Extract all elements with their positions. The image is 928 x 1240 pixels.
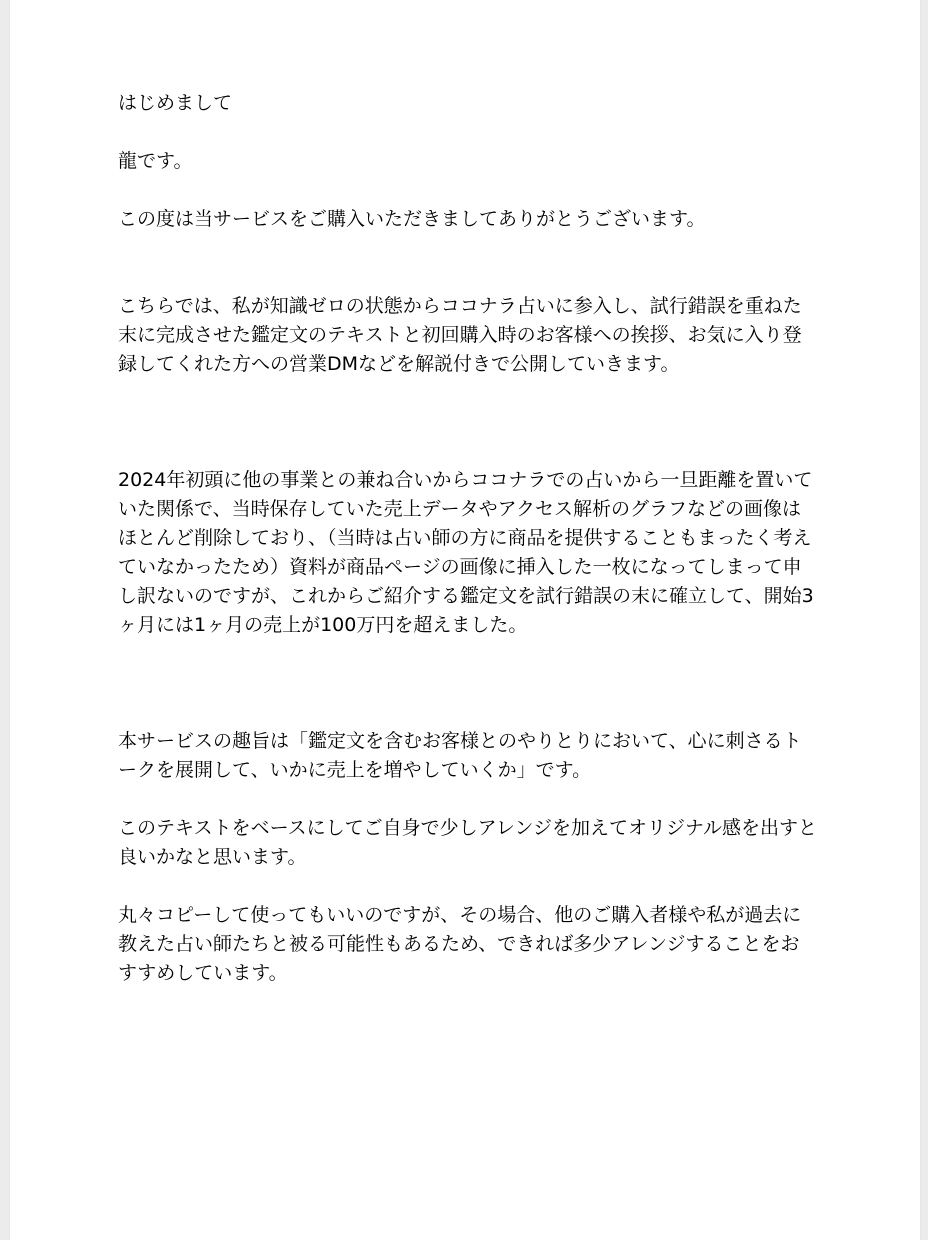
document-page xyxy=(10,0,920,1240)
spacer xyxy=(118,640,818,727)
spacer xyxy=(118,785,818,814)
spacer xyxy=(118,118,818,147)
spacer xyxy=(118,379,818,466)
background-paragraph: 2024年初頭に他の事業との兼ね合いからココナラでの占いから一旦距離を置いていた関係で、当時保存していた売上データやアクセス解析のグラフなどの画像はほとんど削除しており、（当時は占い師の方に商品を提供することもまったく考えていなかったため）資料が商品ページの画像に挿入した一枚になってしまって申し訳ないのですが、これからご紹介する鑑定文を試行錯誤の末に確立して、開始3ヶ月には1ヶ月の売上が100万円を超えました。 xyxy=(118,469,814,636)
content-overview-paragraph: こちらでは、私が知識ゼロの状態からココナラ占いに参入し、試行錯誤を重ねた末に完成させた鑑定文のテキストと初回購入時のお客様への挨拶、お気に入り登録してくれた方への営業DMなどを解説付きで公開していきます。 xyxy=(118,295,802,375)
spacer xyxy=(118,176,818,205)
thanks-paragraph: この度は当サービスをご購入いただきましてありがとうございます。 xyxy=(118,208,706,230)
spacer xyxy=(118,872,818,901)
service-purpose-paragraph: 本サービスの趣旨は「鑑定文を含むお客様とのやりとりにおいて、心に刺さるトークを展開して、いかに売上を増やしていくか」です。 xyxy=(118,730,802,781)
document-body xyxy=(118,89,818,988)
spacer xyxy=(118,234,818,292)
copy-caution-paragraph: 丸々コピーして使ってもいいのですが、その場合、他のご購入者様や私が過去に教えた占い師たちと被る可能性もあるため、できれば多少アレンジすることをおすすめしています。 xyxy=(118,904,802,984)
author-intro-paragraph: 龍です。 xyxy=(118,150,193,172)
arrangement-advice-paragraph: このテキストをベースにしてご自身で少しアレンジを加えてオリジナル感を出すと良いかなと思います。 xyxy=(118,817,818,868)
greeting-paragraph: はじめまして xyxy=(118,92,233,114)
